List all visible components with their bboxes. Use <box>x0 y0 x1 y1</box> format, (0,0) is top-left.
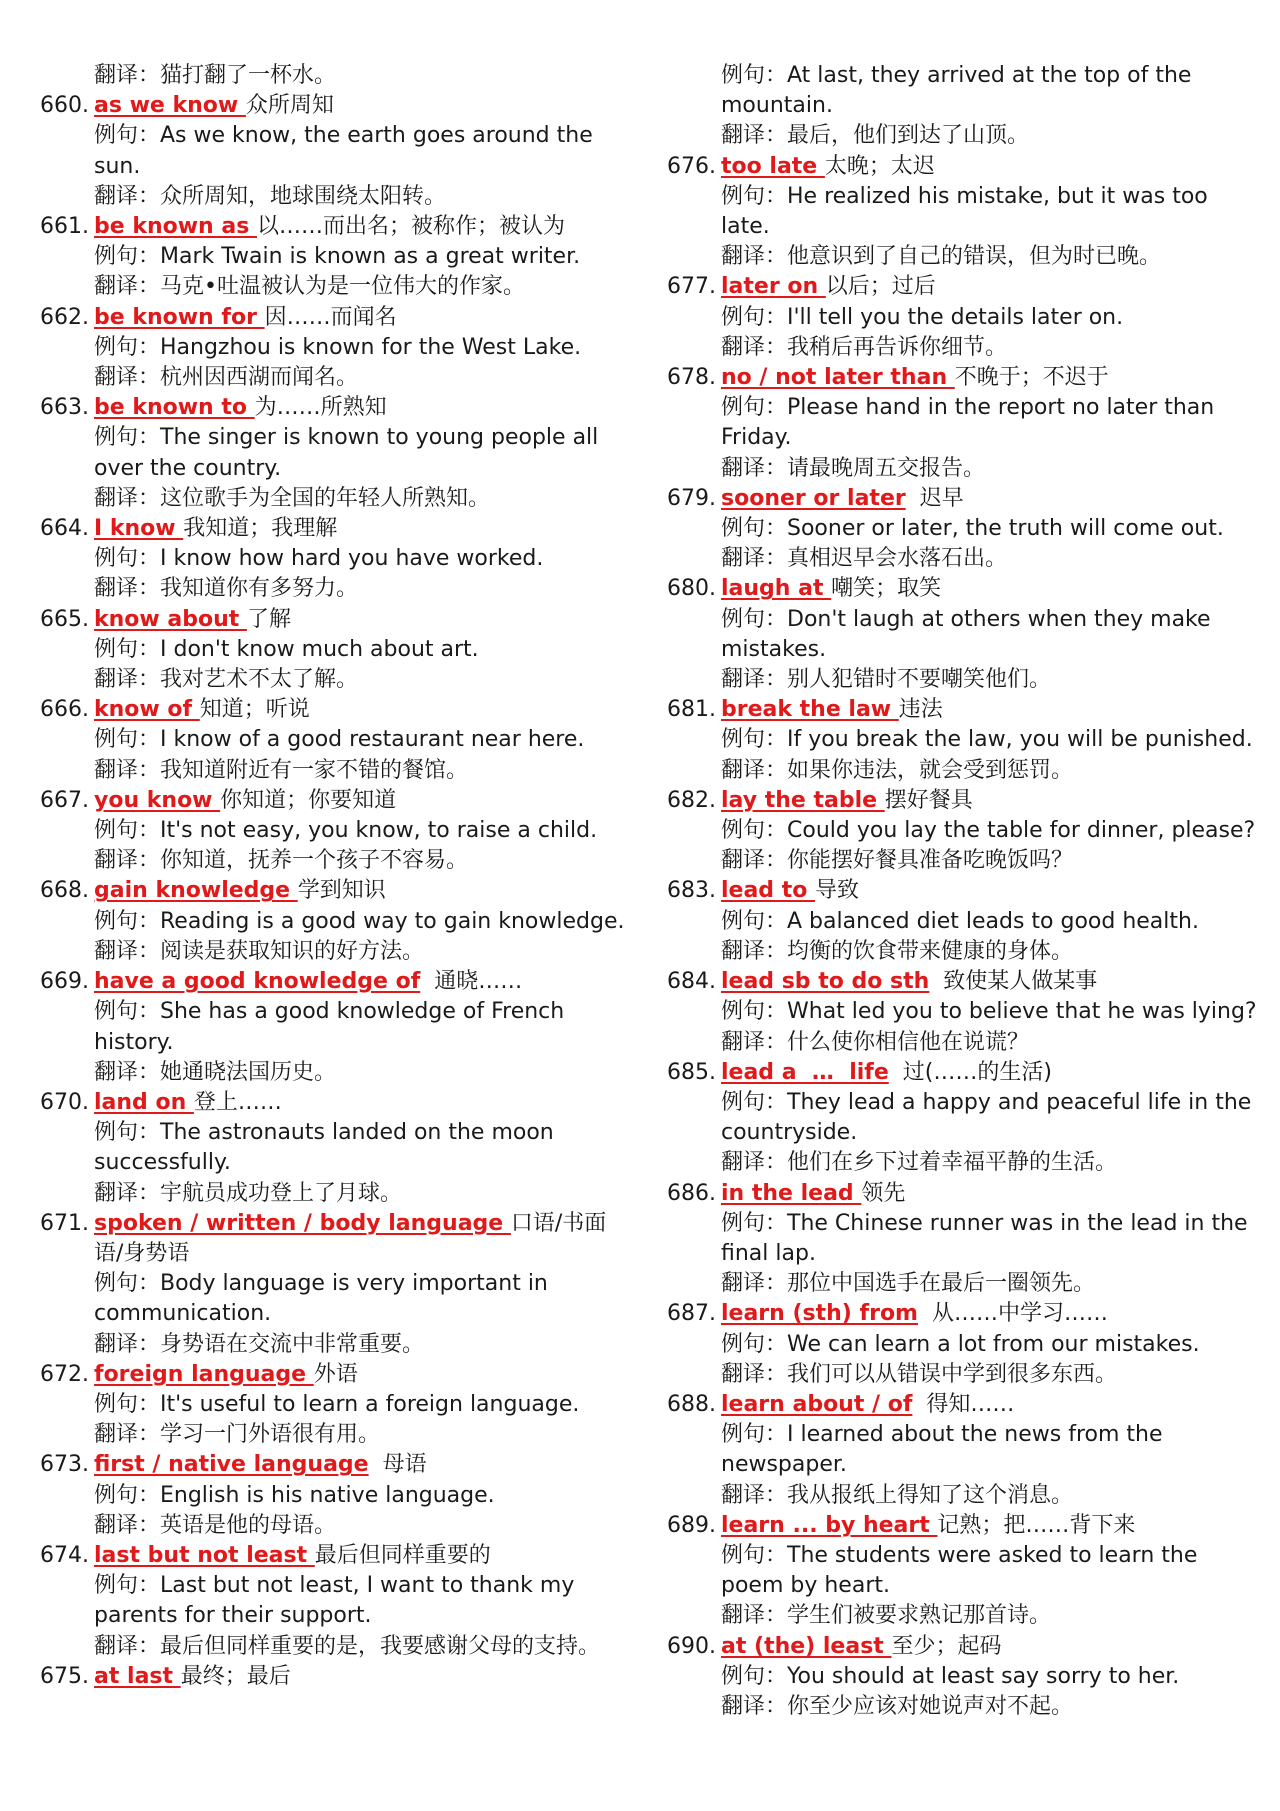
entry-number: 666. <box>40 697 89 723</box>
phrase-meaning: 众所周知 <box>245 93 334 119</box>
translation-sentence: 翻译：别人犯错时不要嘲笑他们。 <box>721 667 1052 693</box>
translation-sentence: 翻译：杭州因西湖而闻名。 <box>94 365 359 391</box>
phrase-entry <box>40 91 630 212</box>
entry-number: 683. <box>667 878 716 904</box>
phrase-entry <box>667 1179 1257 1300</box>
example-sentence: 例句：Don't laugh at others when they make mistakes. <box>721 606 1218 662</box>
example-sentence: 例句：Mark Twain is known as a great writer. <box>94 244 581 270</box>
phrase-text: first / native language <box>94 1452 369 1478</box>
translation-sentence: 翻译：他意识到了自己的错误，但为时已晚。 <box>721 244 1162 270</box>
translation-sentence: 翻译：阅读是获取知识的好方法。 <box>94 938 425 964</box>
example-sentence: 例句：If you break the law, you will be punished. <box>721 727 1253 753</box>
example-sentence: 例句：Sooner or later, the truth will come out. <box>721 516 1224 542</box>
entry-number: 686. <box>667 1180 716 1206</box>
entry-heading <box>667 786 1257 816</box>
entry-number: 680. <box>667 576 716 602</box>
entry-heading <box>40 303 630 333</box>
phrase-entry <box>40 1360 630 1451</box>
entry-heading <box>667 1390 1257 1420</box>
phrase-entry <box>667 152 1257 273</box>
entry-heading <box>667 272 1257 302</box>
translation-sentence: 翻译：如果你违法，就会受到惩罚。 <box>721 757 1074 783</box>
phrase-text: no / not later than <box>721 365 955 391</box>
translation-sentence: 翻译：他们在乡下过着幸福平静的生活。 <box>721 1150 1118 1176</box>
entry-heading <box>667 1179 1257 1209</box>
phrase-entry <box>40 514 630 605</box>
example-sentence: 例句：The students were asked to learn the poem by heart. <box>721 1542 1205 1599</box>
phrase-meaning: 迟早 <box>905 485 964 511</box>
phrase-meaning: 因……而闻名 <box>264 304 397 330</box>
phrase-meaning: 得知…… <box>912 1391 1015 1417</box>
example-sentence: 例句：I know of a good restaurant near here. <box>94 727 585 753</box>
entry-number: 673. <box>40 1452 89 1478</box>
phrase-entry <box>667 484 1257 575</box>
translation-sentence: 翻译：她通晓法国历史。 <box>94 1059 337 1085</box>
phrase-meaning: 不晚于；不迟于 <box>954 365 1109 391</box>
entry-heading <box>667 484 1257 514</box>
phrase-meaning: 太晚；太迟 <box>824 153 935 179</box>
phrase-text: lead sb to do sth <box>721 969 930 995</box>
phrase-text: in the lead <box>721 1180 862 1206</box>
translation-sentence: 翻译：那位中国选手在最后一圈领先。 <box>721 1271 1096 1297</box>
phrase-meaning: 领先 <box>861 1180 906 1206</box>
entry-heading <box>40 967 630 997</box>
translation-sentence: 翻译：你至少应该对她说声对不起。 <box>721 1693 1074 1719</box>
entry-number: 677. <box>667 274 716 300</box>
phrase-text: at last <box>94 1663 181 1689</box>
translation-sentence: 翻译：身势语在交流中非常重要。 <box>94 1331 425 1357</box>
translation-sentence: 翻译：什么使你相信他在说谎？ <box>721 1029 1030 1055</box>
phrase-text: be known for <box>94 304 265 330</box>
translation-sentence: 翻译：我知道附近有一家不错的餐馆。 <box>94 757 469 783</box>
example-sentence: 例句：Body language is very important in communication. <box>94 1271 555 1327</box>
phrase-text: land on <box>94 1089 194 1115</box>
phrase-text: I know <box>94 516 184 542</box>
entry-heading <box>40 695 630 725</box>
phrase-meaning: 违法 <box>898 697 943 723</box>
entry-heading <box>667 695 1257 725</box>
example-sentence: 例句：It's useful to learn a foreign language. <box>94 1391 580 1417</box>
phrase-meaning: 登上…… <box>193 1089 282 1115</box>
phrase-meaning: 致使某人做某事 <box>929 969 1098 995</box>
phrase-text: learn ... by heart <box>721 1512 938 1538</box>
phrase-entry <box>667 1058 1257 1179</box>
entry-heading <box>667 1632 1257 1662</box>
entry-number: 667. <box>40 787 89 813</box>
translation-sentence: 翻译：这位歌手为全国的年轻人所熟知。 <box>94 485 491 511</box>
example-sentence: 例句：A balanced diet leads to good health. <box>721 908 1199 934</box>
entry-number: 664. <box>40 516 89 542</box>
continued-line: 例句：At last, they arrived at the top of the mountain. <box>721 63 1199 119</box>
entry-number: 690. <box>667 1633 716 1659</box>
phrase-entry <box>667 786 1257 877</box>
entry-heading <box>40 514 630 544</box>
entry-heading <box>40 1360 630 1390</box>
phrase-text: later on <box>721 274 826 300</box>
translation-sentence: 翻译：我稍后再告诉你细节。 <box>721 334 1008 360</box>
phrase-text: as we know <box>94 93 246 119</box>
translation-sentence: 翻译：英语是他的母语。 <box>94 1512 337 1538</box>
example-sentence: 例句：I know how hard you have worked. <box>94 546 544 572</box>
example-sentence: 例句：The singer is known to young people all over the country. <box>94 425 606 481</box>
phrase-meaning: 外语 <box>313 1361 358 1387</box>
entry-number: 662. <box>40 304 89 330</box>
phrase-meaning: 了解 <box>246 606 291 632</box>
entry-heading <box>667 876 1257 906</box>
phrase-entry <box>40 1450 630 1541</box>
phrase-meaning: 你知道；你要知道 <box>220 787 397 813</box>
phrase-meaning: 以……而出名；被称作；被认为 <box>256 214 565 240</box>
phrase-text: lead to <box>721 878 816 904</box>
phrase-text: lay the table <box>721 787 885 813</box>
phrase-text: be known to <box>94 395 255 421</box>
phrase-text: have a good knowledge of <box>94 969 421 995</box>
example-sentence: 例句：I learned about the news from the newspaper. <box>721 1422 1170 1478</box>
entry-heading <box>40 1662 630 1692</box>
phrase-entry <box>667 1511 1257 1632</box>
phrase-text: gain knowledge <box>94 878 298 904</box>
entry-number: 676. <box>667 153 716 179</box>
entry-heading <box>667 363 1257 393</box>
translation-sentence: 翻译：真相迟早会水落石出。 <box>721 546 1008 572</box>
example-sentence: 例句：Could you lay the table for dinner, please? <box>721 818 1256 844</box>
phrase-entry <box>40 876 630 967</box>
phrase-text: know about <box>94 606 247 632</box>
translation-sentence: 翻译：宇航员成功登上了月球。 <box>94 1180 403 1206</box>
continued-translation: 翻译：猫打翻了一杯水。 <box>94 63 337 88</box>
entry-number: 689. <box>667 1512 716 1538</box>
example-sentence: 例句：Last but not least, I want to thank my parents for their support. <box>94 1573 582 1629</box>
entry-number: 668. <box>40 878 89 904</box>
phrase-meaning: 过(……的生活) <box>888 1059 1052 1085</box>
entry-number: 672. <box>40 1361 89 1387</box>
entry-number: 675. <box>40 1663 89 1689</box>
phrase-entry <box>667 876 1257 967</box>
entry-number: 687. <box>667 1301 716 1327</box>
example-sentence: 例句：We can learn a lot from our mistakes. <box>721 1331 1200 1357</box>
entry-heading <box>667 967 1257 997</box>
entry-number: 660. <box>40 93 89 119</box>
phrase-text: foreign language <box>94 1361 314 1387</box>
translation-sentence: 翻译：我从报纸上得知了这个消息。 <box>721 1482 1074 1508</box>
phrase-entry <box>40 1088 630 1209</box>
phrase-text: at (the) least <box>721 1633 892 1659</box>
phrase-entry <box>40 605 630 696</box>
example-sentence: 例句：She has a good knowledge of French history. <box>94 999 572 1055</box>
entry-number: 670. <box>40 1089 89 1115</box>
continued-example <box>667 61 1257 152</box>
entry-heading <box>40 393 630 423</box>
entry-number: 684. <box>667 969 716 995</box>
phrase-entry <box>40 967 630 1088</box>
example-sentence: 例句：He realized his mistake, but it was too late. <box>721 183 1215 240</box>
entry-heading <box>667 152 1257 182</box>
phrase-meaning: 为……所熟知 <box>254 395 387 421</box>
phrase-meaning: 至少；起码 <box>891 1633 1002 1659</box>
phrase-entry <box>40 1209 630 1360</box>
entry-number: 674. <box>40 1542 89 1568</box>
entry-number: 681. <box>667 697 716 723</box>
entry-number: 665. <box>40 606 89 632</box>
translation-sentence: 翻译：学习一门外语很有用。 <box>94 1422 381 1448</box>
entry-number: 688. <box>667 1391 716 1417</box>
phrase-meaning: 记熟；把……背下来 <box>937 1512 1136 1538</box>
phrase-entry <box>667 967 1257 1058</box>
phrase-text: spoken / written / body language <box>94 1210 511 1236</box>
example-sentence: 例句：As we know, the earth goes around the sun. <box>94 123 600 179</box>
entry-heading <box>40 212 630 242</box>
entry-number: 679. <box>667 485 716 511</box>
entry-heading <box>40 1450 630 1480</box>
example-sentence: 例句：I'll tell you the details later on. <box>721 304 1124 330</box>
entry-number: 669. <box>40 969 89 995</box>
phrase-entry <box>667 363 1257 484</box>
translation-sentence: 翻译：我知道你有多努力。 <box>94 576 359 602</box>
phrase-text: last but not least <box>94 1542 315 1568</box>
entry-heading <box>667 1511 1257 1541</box>
entry-heading <box>40 876 630 906</box>
phrase-text: be known as <box>94 214 257 240</box>
translation-sentence: 翻译：马克•吐温被认为是一位伟大的作家。 <box>94 274 525 300</box>
left-entry-list <box>40 91 630 1692</box>
right-column <box>667 61 1257 1722</box>
phrase-meaning: 最后但同样重要的 <box>314 1542 491 1568</box>
phrase-entry <box>667 272 1257 363</box>
entry-heading <box>667 1058 1257 1088</box>
translation-sentence: 翻译：众所周知，地球围绕太阳转。 <box>94 183 447 209</box>
phrase-entry <box>667 1299 1257 1390</box>
entry-number: 661. <box>40 214 89 240</box>
phrase-meaning: 母语 <box>368 1452 427 1478</box>
phrase-meaning: 我知道；我理解 <box>183 516 338 542</box>
translation-sentence: 翻译：均衡的饮食带来健康的身体。 <box>721 938 1074 964</box>
phrase-meaning: 学到知识 <box>297 878 386 904</box>
phrase-meaning: 口语/书面语/身势语 <box>94 1210 607 1266</box>
entry-heading <box>40 1541 630 1571</box>
entry-heading <box>40 1088 630 1118</box>
entry-number: 678. <box>667 365 716 391</box>
entry-heading <box>40 91 630 121</box>
example-sentence: 例句：Please hand in the report no later than Friday. <box>721 395 1222 451</box>
entry-number: 682. <box>667 787 716 813</box>
translation-sentence: 翻译：我对艺术不太了解。 <box>94 667 359 693</box>
example-sentence: 例句：You should at least say sorry to her. <box>721 1663 1180 1689</box>
phrase-entry <box>40 695 630 786</box>
entry-number: 685. <box>667 1059 716 1085</box>
translation-sentence: 翻译：你知道，抚养一个孩子不容易。 <box>94 848 469 874</box>
phrase-entry <box>667 1390 1257 1511</box>
phrase-text: you know <box>94 787 221 813</box>
phrase-entry <box>40 303 630 394</box>
phrase-text: sooner or later <box>721 485 906 511</box>
entry-number: 663. <box>40 395 89 421</box>
entry-heading <box>667 1299 1257 1329</box>
entry-heading <box>40 1209 630 1269</box>
example-sentence: 例句：The astronauts landed on the moon successfully. <box>94 1120 561 1176</box>
phrase-text: know of <box>94 697 200 723</box>
phrase-meaning: 通晓…… <box>420 969 523 995</box>
phrase-entry <box>40 393 630 514</box>
example-sentence: 例句：English is his native language. <box>94 1482 495 1508</box>
translation-sentence: 翻译：请最晚周五交报告。 <box>721 455 986 481</box>
phrase-meaning: 以后；过后 <box>825 274 936 300</box>
phrase-entry <box>667 1632 1257 1723</box>
translation-sentence: 翻译：我们可以从错误中学到很多东西。 <box>721 1361 1118 1387</box>
phrase-meaning: 导致 <box>815 878 860 904</box>
right-entry-list <box>667 152 1257 1723</box>
example-sentence: 例句：It's not easy, you know, to raise a child. <box>94 818 598 844</box>
left-column <box>40 61 630 1692</box>
phrase-text: too late <box>721 153 825 179</box>
translation-sentence: 翻译：学生们被要求熟记那首诗。 <box>721 1603 1052 1629</box>
entry-heading <box>40 605 630 635</box>
phrase-meaning: 从……中学习…… <box>917 1301 1108 1327</box>
phrase-entry <box>667 695 1257 786</box>
phrase-entry <box>667 574 1257 695</box>
translation-sentence: 翻译：最后但同样重要的是，我要感谢父母的支持。 <box>94 1633 601 1659</box>
phrase-meaning: 嘲笑；取笑 <box>831 576 942 602</box>
example-sentence: 例句：What led you to believe that he was lying? <box>721 999 1257 1025</box>
phrase-text: lead a … life <box>721 1059 889 1085</box>
example-sentence: 例句：I don't know much about art. <box>94 636 479 662</box>
phrase-entry <box>40 1541 630 1662</box>
example-sentence: 例句：Reading is a good way to gain knowledge. <box>94 908 625 934</box>
phrase-meaning: 摆好餐具 <box>884 787 973 813</box>
phrase-meaning: 最终；最后 <box>180 1663 291 1689</box>
example-sentence: 例句：They lead a happy and peaceful life in the countryside. <box>721 1089 1259 1146</box>
translation-sentence: 翻译：你能摆好餐具准备吃晚饭吗？ <box>721 848 1074 874</box>
example-sentence: 例句：The Chinese runner was in the lead in the final lap. <box>721 1210 1255 1266</box>
continued-line: 翻译：最后，他们到达了山顶。 <box>721 123 1030 149</box>
phrase-text: learn (sth) from <box>721 1301 918 1327</box>
entry-heading <box>40 786 630 816</box>
phrase-entry <box>40 786 630 877</box>
phrase-text: break the law <box>721 697 899 723</box>
phrase-entry <box>40 212 630 303</box>
phrase-entry <box>40 1662 630 1692</box>
entry-heading <box>667 574 1257 604</box>
example-sentence: 例句：Hangzhou is known for the West Lake. <box>94 334 582 360</box>
phrase-meaning: 知道；听说 <box>199 697 310 723</box>
phrase-text: learn about / of <box>721 1391 913 1417</box>
phrase-text: laugh at <box>721 576 832 602</box>
entry-number: 671. <box>40 1210 89 1236</box>
